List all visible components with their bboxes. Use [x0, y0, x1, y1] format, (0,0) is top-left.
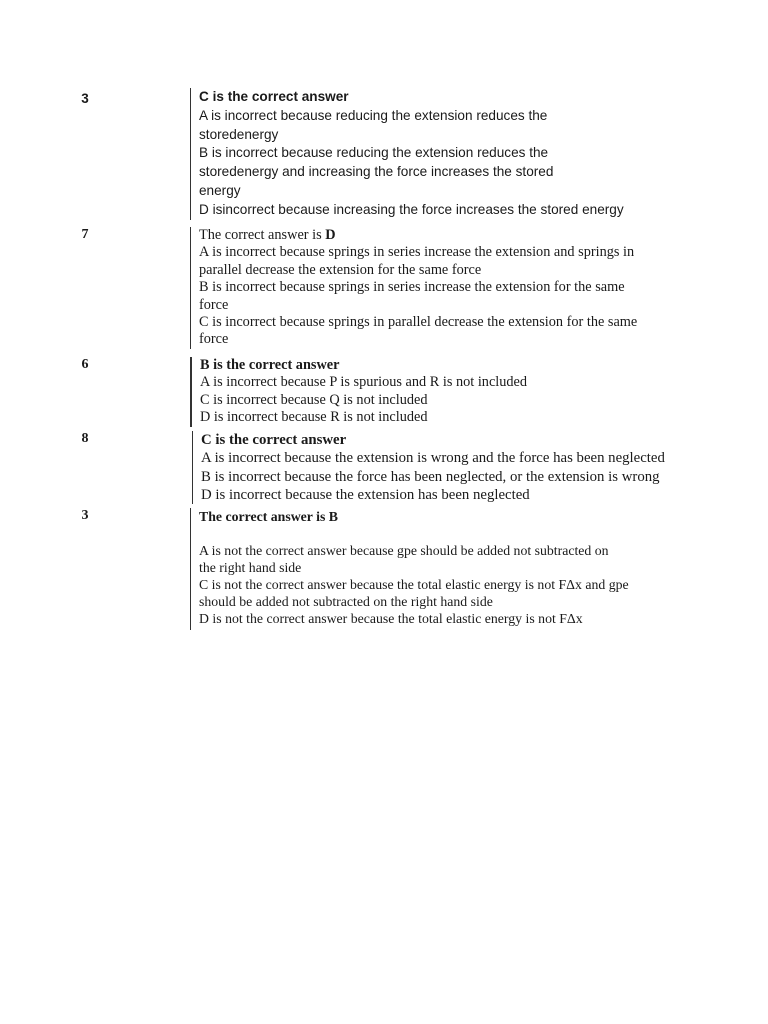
answer-explanation	[190, 227, 739, 349]
explanation-line: B is incorrect because reducing the extension reduces the	[199, 145, 549, 161]
correct-answer-heading: B is the correct answer	[200, 357, 340, 373]
answer-explanation	[190, 88, 739, 220]
correct-answer-heading: C is the correct answer	[201, 432, 347, 448]
explanation-line: C is incorrect because Q is not included	[200, 391, 428, 408]
question-number: 3	[81, 508, 89, 523]
explanation-line: A is incorrect because the extension is wrong and the force has been neglected	[201, 450, 665, 467]
explanation-line: the right hand side	[199, 560, 302, 575]
explanation-line: B is incorrect because springs in series increase the extension for the same	[199, 279, 625, 296]
answer-letter: D	[325, 227, 336, 243]
explanation-line: storedenergy and increasing the force increases the stored	[199, 164, 554, 180]
explanation-line: A is incorrect because springs in series increase the extension and springs in	[199, 244, 635, 261]
explanation-line: C is not the correct answer because the total elastic energy is not FΔx and gpe	[199, 577, 629, 592]
answer-explanation	[190, 508, 739, 630]
explanation-line: parallel decrease the extension for the same force	[199, 261, 482, 278]
correct-answer-heading: The correct answer is B	[199, 509, 338, 524]
question-number: 7	[81, 227, 89, 242]
explanation-line: C is incorrect because springs in parallel decrease the extension for the same	[199, 314, 638, 331]
correct-answer-heading: C is the correct answer	[199, 89, 349, 104]
explanation-line: D is not the correct answer because the total elastic energy is not FΔx	[199, 611, 583, 626]
correct-answer-heading	[199, 227, 739, 244]
explanation-line: D is incorrect because the extension has been neglected	[201, 486, 530, 503]
explanation-line: D isincorrect because increasing the force increases the stored energy	[199, 201, 624, 217]
explanation-line: storedenergy	[199, 126, 279, 142]
explanation-line: force	[199, 296, 229, 313]
question-number: 6	[81, 357, 89, 372]
explanation-line: energy	[199, 182, 241, 198]
explanation-line: B is incorrect because the force has been neglected, or the extension is wrong	[201, 468, 660, 485]
explanation-line: should be added not subtracted on the right hand side	[199, 594, 493, 609]
explanation-line: force	[199, 331, 229, 348]
explanation-line: A is not the correct answer because gpe should be added not subtracted on	[199, 543, 609, 558]
explanation-line: A is incorrect because reducing the extension reduces the	[199, 107, 548, 123]
question-number: 3	[81, 91, 89, 106]
explanation-line: D is incorrect because R is not included	[200, 409, 428, 426]
answer-explanation	[190, 357, 740, 427]
heading-text: The correct answer is	[199, 227, 326, 243]
explanation-line: A is incorrect because P is spurious and R is not included	[200, 374, 528, 391]
question-number: 8	[81, 431, 89, 446]
answer-explanation	[192, 431, 741, 504]
spacer	[199, 525, 739, 542]
